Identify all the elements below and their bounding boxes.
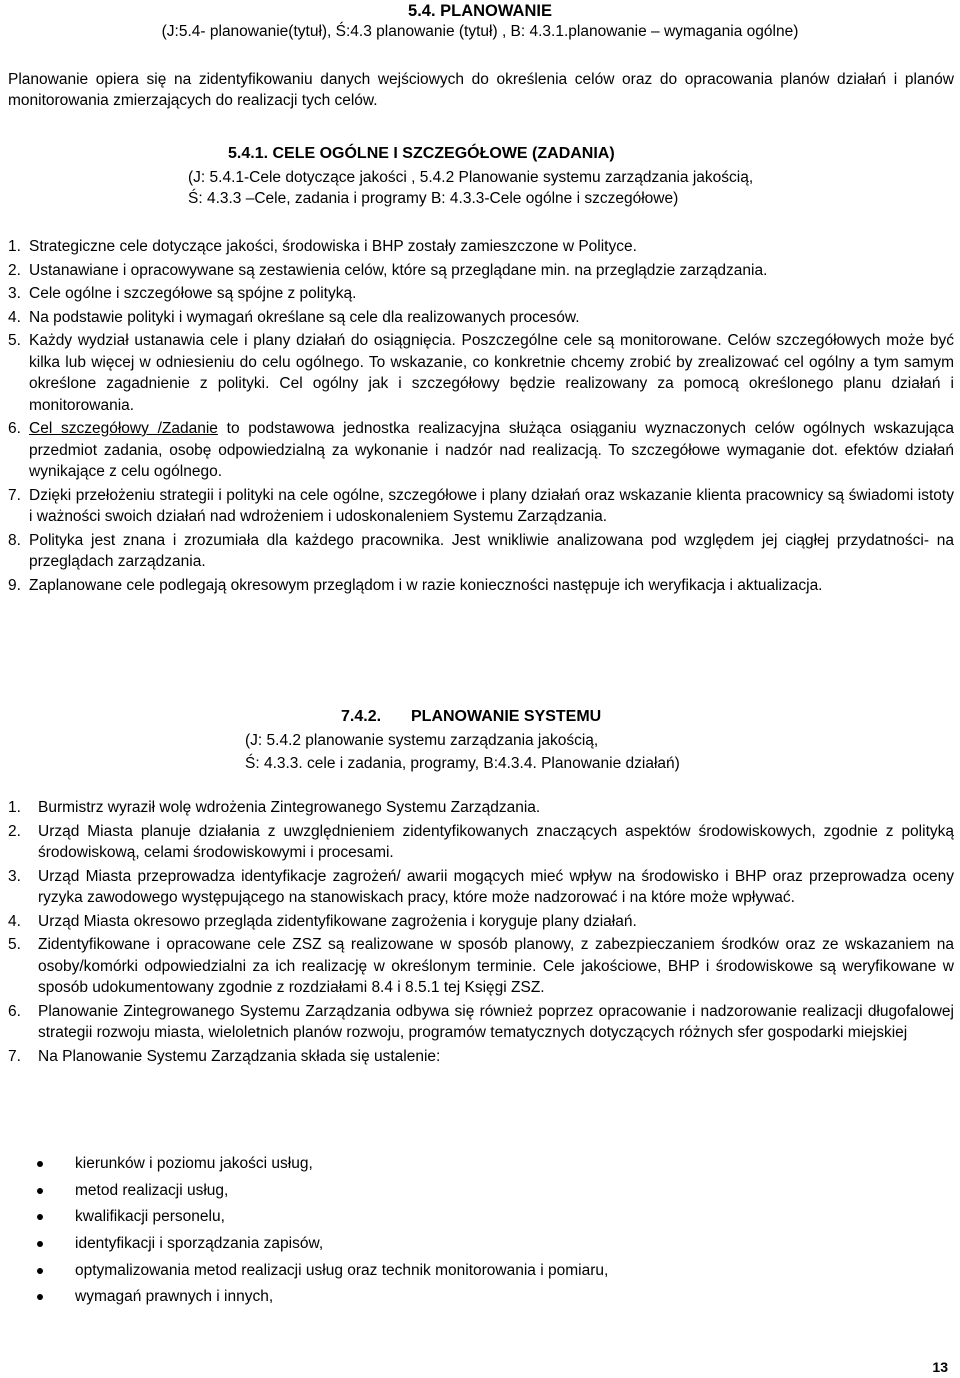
planning-bullet-list — [30, 1153, 608, 1313]
list-item — [8, 330, 954, 416]
list-item — [8, 1001, 954, 1044]
section2-references — [245, 729, 680, 775]
list-item-text — [29, 260, 954, 282]
list-item-body: Cele ogólne i szczegółowe są spójne z polityką. — [29, 285, 357, 302]
list-item — [8, 797, 954, 819]
bullet-text: wymagań prawnych i innych, — [75, 1288, 274, 1306]
list-item-number: 3. — [8, 867, 21, 885]
list-item-number: 7. — [8, 1047, 21, 1065]
list-item-number: 2. — [8, 261, 21, 279]
list-item-text — [38, 934, 954, 999]
list-item-number: 1. — [8, 799, 21, 816]
section2-references-line-2: Ś: 4.3.3. cele i zadania, programy, B:4.3.4. Planowanie działań) — [245, 755, 680, 772]
section2-title: PLANOWANIE SYSTEMU — [411, 708, 602, 725]
list-item-text — [38, 821, 954, 864]
list-item-body: Strategiczne cele dotyczące jakości, środowiska i BHP zostały zamieszczone w Polityce. — [29, 238, 637, 255]
list-item-body: Urząd Miasta przeprowadza identyfikacje zagrożeń/ awarii mogących mieć wpływ na środowisko i BHP oraz przeprowadza oceny ryzyka zawodowego występującego na stanowiskach pracy, które może nadzorować i na które może wpływać. — [38, 867, 954, 906]
bullet-item — [30, 1153, 608, 1175]
list-item-number: 2. — [8, 822, 21, 840]
list-item-body: Dzięki przełożeniu strategii i polityki na cele ogólne, szczegółowe i plany działań oraz wskazanie klienta pracownicy są świadomi istoty i ważności swoich działań nad wdrożeniem i udoskonaleniem Systemu Zarządzania. — [29, 486, 954, 525]
list-item-number: 9. — [8, 576, 21, 594]
bullet-item — [30, 1180, 608, 1202]
subsection-references — [188, 167, 753, 209]
list-item-body: Planowanie Zintegrowanego Systemu Zarządzania odbywa się również poprzez opracowanie i nadzorowanie realizacji długofalowej strategii rozwoju miasta, wieloletnich planów rozwoju, programów tematycznych dotyczących różnych sfer gospodarki miejskiej — [38, 1002, 954, 1041]
bullet-item — [30, 1206, 608, 1228]
section-title: 5.4. PLANOWANIE — [408, 2, 552, 20]
bullet-text: metod realizacji usług, — [75, 1181, 229, 1199]
subsection-heading: 5.4.1. CELE OGÓLNE I SZCZEGÓŁOWE (ZADANIA) — [228, 145, 615, 162]
bullet-icon — [37, 1161, 43, 1167]
bullet-icon — [37, 1241, 43, 1247]
list-item — [8, 485, 954, 528]
list-item — [8, 260, 954, 282]
list-item-text — [29, 575, 954, 597]
list-item-body: Zaplanowane cele podlegają okresowym przeglądom i w razie konieczności następuje ich weryfikacja i aktualizacja. — [29, 576, 823, 594]
list-item-number: 7. — [8, 486, 21, 504]
section-references: (J:5.4- planowanie(tytuł), Ś:4.3 planowanie (tytuł) , B: 4.3.1.planowanie – wymagania ogólne) — [161, 23, 799, 40]
list-item — [8, 283, 954, 305]
list-item-number: 5. — [8, 332, 21, 349]
goals-list — [8, 236, 954, 598]
list-item-text — [29, 485, 954, 528]
list-item-text — [29, 330, 954, 416]
list-item — [8, 418, 954, 483]
list-item — [8, 1046, 954, 1068]
list-item-number: 6. — [8, 1002, 21, 1020]
list-item-body: Na Planowanie Systemu Zarządzania składa się ustalenie: — [38, 1047, 441, 1065]
bullet-text: identyfikacji i sporządzania zapisów, — [75, 1235, 324, 1253]
section2-heading — [341, 707, 601, 727]
list-item-number: 3. — [8, 285, 21, 302]
list-item-number: 4. — [8, 308, 21, 326]
list-item-number: 5. — [8, 936, 21, 953]
list-item-text — [29, 236, 954, 258]
list-item — [8, 934, 954, 999]
list-item-body: Burmistrz wyraził wolę wdrożenia Zintegrowanego Systemu Zarządzania. — [38, 799, 541, 816]
bullet-item — [30, 1286, 608, 1308]
list-item-number: 8. — [8, 531, 21, 549]
list-item-body: Ustanawiane i opracowywane są zestawienia celów, które są przeglądane min. na przeglądzie zarządzania. — [29, 261, 768, 279]
subsection-references-line-2: Ś: 4.3.3 –Cele, zadania i programy B: 4.3.3-Cele ogólne i szczegółowe) — [188, 190, 679, 207]
list-item-text — [38, 797, 954, 819]
list-item-text — [38, 911, 954, 933]
list-item — [8, 307, 954, 329]
bullet-icon — [37, 1188, 43, 1194]
list-item-number: 1. — [8, 238, 21, 255]
list-item-body: Każdy wydział ustanawia cele i plany działań do osiągnięcia. Poszczególne cele są monitorowane. Celów szczegółowych może być kilka lub więcej w odniesieniu do celu ogólnego. To wskazanie, co konkretnie chcemy zrobić by zrealizować cel ogólny a tym samym określone zagadnienie z polityki. Cel ogólny jak i szczegółowy będzie realizowany za pomocą określonego planu działań i monitorowania. — [29, 332, 954, 414]
list-item-number: 4. — [8, 912, 21, 930]
list-item — [8, 911, 954, 933]
list-item-text — [29, 418, 954, 483]
bullet-item — [30, 1233, 608, 1255]
list-item-text — [38, 866, 954, 909]
list-item-text — [38, 1046, 954, 1068]
bullet-text: kwalifikacji personelu, — [75, 1208, 225, 1226]
planning-list — [8, 797, 954, 1069]
bullet-text: kierunków i poziomu jakości usług, — [75, 1155, 313, 1172]
list-item — [8, 821, 954, 864]
list-item-text — [29, 307, 954, 329]
list-item-body: Zidentyfikowane i opracowane cele ZSZ są realizowane w sposób planowy, z zabezpieczaniem środków oraz ze wskazaniem na osoby/komórki odpowiedzialni za ich realizację w określonym terminie. Cele jakościowe, BHP i środowiskowe są weryfikowane w sposób udokumentowany zgodnie z rozdziałami 8.4 i 8.5.1 tej Księgi ZSZ. — [38, 936, 954, 996]
bullet-text: optymalizowania metod realizacji usług oraz technik monitorowania i pomiaru, — [75, 1261, 609, 1279]
list-item-text — [29, 530, 954, 573]
list-item — [8, 866, 954, 909]
list-item-body: Polityka jest znana i zrozumiała dla każdego pracownika. Jest wnikliwie analizowana pod względem jej ciągłej przydatności- na przeglądach zarządzania. — [29, 531, 954, 570]
page-number: 13 — [932, 1359, 948, 1375]
intro-paragraph: Planowanie opiera się na zidentyfikowaniu danych wejściowych do określenia celów oraz do opracowania planów działań i planów monitorowania zmierzających do realizacji tych celów. — [8, 71, 954, 109]
bullet-item — [30, 1260, 608, 1282]
list-item-body: Urząd Miasta okresowo przegląda zidentyfikowane zagrożenia i koryguje plany działań. — [38, 912, 637, 930]
list-item-body: Na podstawie polityki i wymagań określane są cele dla realizowanych procesów. — [29, 308, 580, 326]
section2-references-line-1: (J: 5.4.2 planowanie systemu zarządzania jakością, — [245, 732, 599, 749]
list-item — [8, 530, 954, 573]
list-item-number: 6. — [8, 420, 21, 437]
list-item-body: Urząd Miasta planuje działania z uwzględnieniem zidentyfikowanych znaczących aspektów środowiskowych, zgodnie z polityką środowiskową, celami środowiskowymi i procesami. — [38, 822, 954, 861]
bullet-icon — [37, 1268, 43, 1274]
list-item — [8, 236, 954, 258]
bullet-icon — [37, 1294, 43, 1300]
list-item-text — [29, 283, 954, 305]
list-item — [8, 575, 954, 597]
underlined-term: Cel szczegółowy /Zadanie — [29, 420, 218, 437]
bullet-icon — [37, 1214, 43, 1220]
list-item-body: to podstawowa jednostka realizacyjna służąca osiąganiu wyznaczonych celów ogólnych wskazująca przedmiot zadania, osobę odpowiedzialną za wykonanie i nadzór nad realizacją. To szczegółowe wymaganie dot. efektów działań wynikające z celu ogólnego. — [29, 420, 954, 480]
list-item-text — [38, 1001, 954, 1044]
subsection-references-line-1: (J: 5.4.1-Cele dotyczące jakości , 5.4.2 Planowanie systemu zarządzania jakością, — [188, 169, 754, 186]
section2-number: 7.4.2. — [341, 708, 382, 725]
